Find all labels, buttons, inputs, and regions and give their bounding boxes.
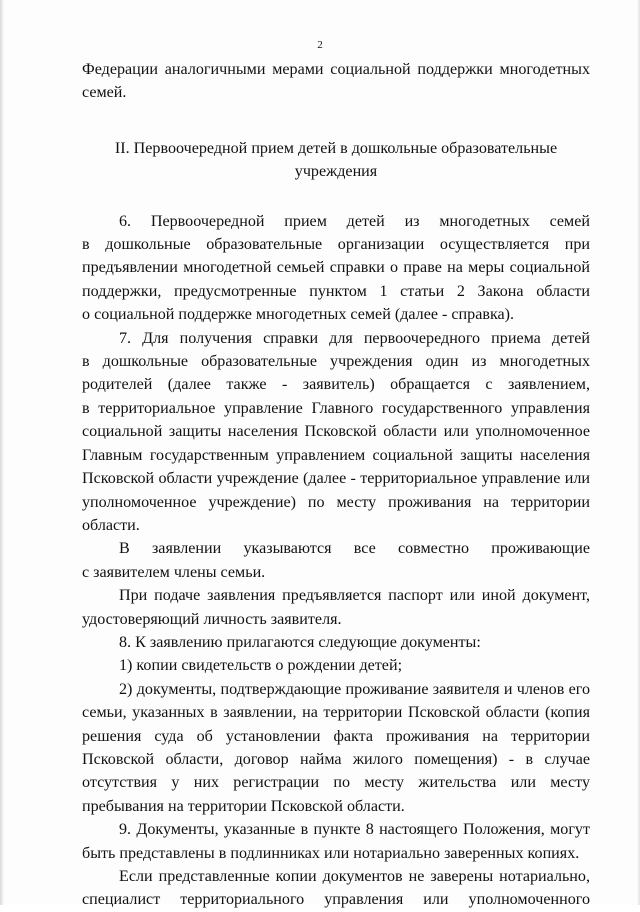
text-line: социальной защиты населения Псковской области или уполномоченное [82, 423, 590, 441]
text-line: уполномоченное учреждение) по месту проживания на территории [82, 493, 590, 511]
text-line: решения суда об установлении факта проживания на территории [82, 727, 590, 745]
text-line: 1) копии свидетельств о рождении детей; [119, 657, 403, 675]
heading-line: учреждения [294, 163, 378, 181]
text-line: 9. Документы, указанные в пункте 8 настоящего Положения, могут [119, 821, 590, 839]
scan-edge-left [0, 0, 4, 905]
paragraph-7 [82, 327, 590, 538]
text-line: предъявлении многодетной семьей справки о праве на меры социальной [82, 259, 590, 277]
paragraph-9 [82, 818, 590, 865]
text-line: специалист территориального управления или уполномоченного [82, 891, 590, 909]
text-line: в дошкольные образовательные учреждения один из многодетных [82, 353, 590, 371]
text-line: области. [82, 516, 140, 534]
document-body [82, 58, 590, 912]
intro-paragraph [82, 58, 590, 105]
text-line: семьи, указанных в заявлении, на территории Псковской области (копия [82, 704, 590, 722]
text-line: 8. К заявлению прилагаются следующие документы: [119, 633, 481, 651]
text-line: Федерации аналогичными мерами социальной поддержки многодетных [82, 61, 590, 78]
text-line: родителей (далее также - заявитель) обращается с заявлением, [82, 376, 590, 394]
text-line: Псковской области, договор найма жилого помещения) - в случае [82, 750, 590, 768]
text-line: 7. Для получения справки для первоочередного приема детей [119, 329, 590, 347]
text-line: в дошкольные образовательные организации осуществляется при [82, 236, 590, 254]
list-item-2 [82, 678, 590, 818]
text-line: Псковской области учреждение (далее - территориальное управление или [82, 470, 590, 488]
paragraph-6 [82, 210, 590, 327]
text-line: В заявлении указываются все совместно проживающие [119, 540, 590, 558]
text-line: пребывания на территории Псковской области. [82, 797, 405, 815]
page-number: 2 [317, 39, 323, 51]
text-line: 2) документы, подтверждающие проживание заявителя и членов его [119, 680, 590, 698]
text-line: При подаче заявления предъявляется паспорт или иной документ, [119, 587, 590, 605]
text-line: удостоверяющий личность заявителя. [82, 610, 342, 628]
text-line: семей. [82, 84, 127, 102]
section-heading [82, 137, 590, 184]
text-line: поддержки, предусмотренные пунктом 1 статьи 2 Закона области [82, 282, 590, 300]
text-line: отсутствия у них регистрации по месту жительства или месту [82, 774, 590, 792]
list-item-1 [82, 654, 590, 677]
text-line: Если представленные копии документов не заверены нотариально, [119, 868, 590, 885]
text-line: с заявителем члены семьи. [82, 563, 266, 581]
heading-line: II. Первоочередной прием детей в дошкольные образовательные [114, 139, 558, 157]
text-line: о социальной поддержке многодетных семей (далее - справка). [82, 306, 515, 324]
text-line: Главным государственным управлением социальной защиты населения [82, 446, 590, 464]
paragraph-passport [82, 584, 590, 631]
text-line: в территориальное управление Главного государственного управления [82, 399, 590, 417]
text-line: 6. Первоочередной прием детей из многодетных семей [119, 212, 590, 230]
paragraph-8 [82, 631, 590, 654]
text-line: быть представлены в подлинниках или нотариально заверенных копиях. [82, 844, 580, 862]
paragraph-family-members [82, 537, 590, 584]
